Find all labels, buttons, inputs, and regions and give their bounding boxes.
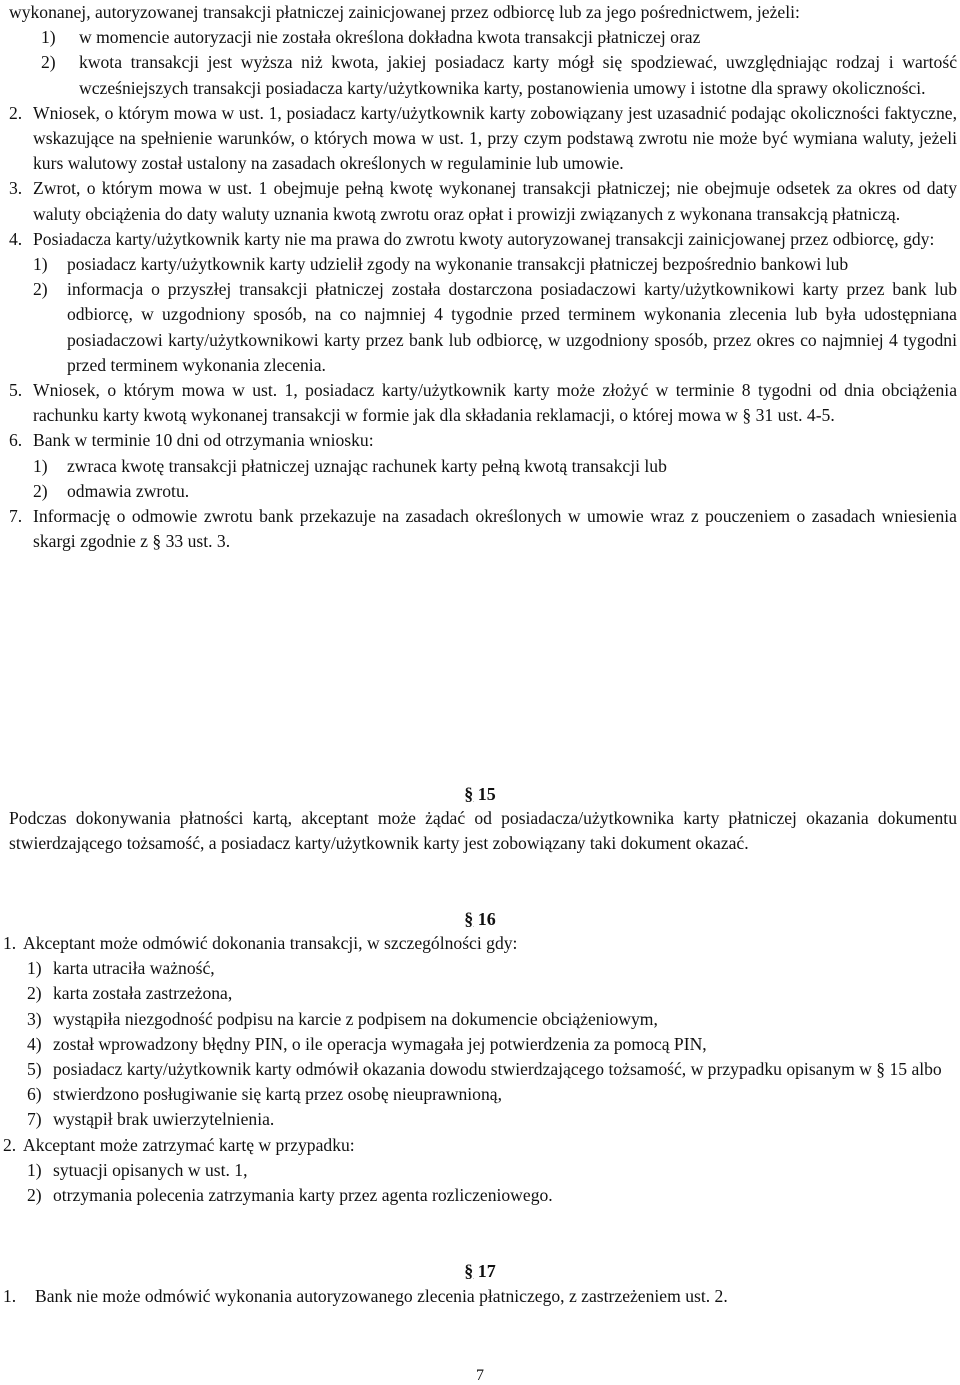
list-item-text: posiadacz karty/użytkownik karty odmówił okazania dowodu stwierdzającego tożsamość, w przypadku opisanym w § 15 albo — [53, 1059, 942, 1080]
continued-list — [41, 25, 957, 101]
paragraph-text: Informację o odmowie zwrotu bank przekazuje na zasadach określonych w umowie wraz z pouczeniem o zasadach wniesienia skargi zgodnie z § 33 ust. 3. — [33, 506, 957, 552]
list-item-text: w momencie autoryzacji nie została określona dokładna kwota transakcji płatniczej oraz — [79, 27, 701, 48]
list-item-number: 2) — [27, 1185, 42, 1206]
list-item-text: odmawia zwrotu. — [67, 480, 190, 501]
paragraph-number: 4. — [9, 228, 23, 249]
list-item-text: stwierdzono posługiwanie się kartą przez osobę nieuprawnioną, — [53, 1084, 502, 1105]
section-number: 17 — [477, 1261, 496, 1281]
paragraph-text: Wniosek, o którym mowa w ust. 1, posiadacz karty/użytkownik karty może złożyć w terminie 8 tygodni od dnia obciążenia rachunku karty kwotą wykonanej transakcji w formie jak dla składania reklamacji, o której mowa w § 31 ust. 4-5. — [33, 380, 957, 426]
list-item — [33, 454, 957, 479]
list-item — [27, 956, 957, 981]
list-item-number: 7) — [27, 1109, 42, 1130]
list-item-number: 2) — [33, 480, 48, 501]
continued-paragraph-intro: wykonanej, autoryzowanej transakcji płatniczej zainicjowanej przez odbiorcę lub za jego pośrednictwem, jeżeli: — [9, 2, 800, 22]
paragraph-number: 2. — [9, 102, 23, 123]
list-item — [27, 981, 957, 1006]
list-item-text: kwota transakcji jest wyższa niż kwota, jakiej posiadacz karty mógł się spodziewać, uwzględniając rodzaj i wartość wcześniejszych transakcji posiadacza karty/użytkownika karty, postanowienia umowy i istotne dla sprawy okoliczności. — [79, 52, 957, 98]
paragraph-text: Zwrot, o którym mowa w ust. 1 obejmuje pełną kwotę wykonanej transakcji płatniczej; nie obejmuje odsetek za okres od daty waluty obciążenia do daty waluty uznania kwotą zwrotu oraz opłat i prowizji związanych z wykonana transakcją płatniczą. — [33, 178, 957, 224]
section-heading-17 — [0, 1259, 960, 1284]
paragraph-1-list — [27, 956, 957, 1132]
list-item-text: wystąpił brak uwierzytelnienia. — [53, 1109, 275, 1130]
list-item-text: sytuacji opisanych w ust. 1, — [53, 1159, 248, 1180]
list-item-number: 1) — [27, 958, 42, 979]
paragraph-2 — [3, 1133, 957, 1158]
section-number: 15 — [477, 784, 496, 804]
list-item-number: 1) — [33, 455, 48, 476]
paragraph-number: 1. — [3, 1286, 17, 1306]
paragraph-4 — [9, 227, 957, 378]
page-number: 7 — [476, 1367, 484, 1384]
paragraph-text: Posiadacza karty/użytkownik karty nie ma prawa do zwrotu kwoty autoryzowanej transakcji zainicjowanej przez odbiorcę, gdy: — [33, 228, 935, 249]
list-item-number: 6) — [27, 1084, 42, 1105]
paragraph-2-list — [27, 1158, 957, 1208]
list-item — [27, 1007, 957, 1032]
paragraph-text: Wniosek, o którym mowa w ust. 1, posiadacz karty/użytkownik karty zobowiązany jest uzasadnić podając okoliczności faktyczne, wskazujące na spełnienie warunków, o których mowa w ust. 1, przy czym podstawą zwrotu nie może być wymiana waluty, jeżeli kurs walutowy został ustalony na zasadach określonych w regulaminie lub umowie. — [33, 102, 957, 174]
list-item — [27, 1183, 957, 1208]
section-sign: § — [464, 909, 474, 929]
section-number: 16 — [477, 909, 496, 929]
list-item — [33, 252, 957, 277]
list-item-number: 1) — [27, 1159, 42, 1180]
list-item — [33, 479, 957, 504]
paragraph-text: Bank w terminie 10 dni od otrzymania wniosku: — [33, 430, 374, 451]
section-heading-16 — [0, 907, 960, 932]
list-item-text: karta została zastrzeżona, — [53, 983, 233, 1004]
paragraph-number: 1. — [3, 933, 17, 953]
list-item — [27, 1107, 957, 1132]
list-item — [27, 1032, 957, 1057]
list-item-text: otrzymania polecenia zatrzymania karty przez agenta rozliczeniowego. — [53, 1185, 553, 1206]
list-item-number: 1) — [41, 27, 56, 48]
list-item-number: 5) — [27, 1059, 42, 1080]
list-item — [27, 1082, 957, 1107]
section-16-body — [3, 931, 957, 1208]
continued-paragraph — [9, 0, 957, 554]
list-item-text: zwraca kwotę transakcji płatniczej uznając rachunek karty pełną kwotą transakcji lub — [67, 455, 667, 476]
section-15-text: Podczas dokonywania płatności kartą, akceptant może żądać od posiadacza/użytkownika karty płatniczej okazania dokumentu stwierdzającego tożsamość, a posiadacz karty/użytkownik karty jest zobowiązany taki dokument okazać. — [9, 808, 957, 854]
list-item — [33, 277, 957, 378]
list-item — [41, 25, 957, 50]
paragraph-6 — [9, 428, 957, 504]
list-item-number: 2) — [41, 52, 56, 73]
paragraph-text: Akceptant może odmówić dokonania transakcji, w szczególności gdy: — [23, 933, 518, 953]
list-item-number: 2) — [33, 279, 48, 300]
list-item — [41, 50, 957, 100]
list-item-text: został wprowadzony błędny PIN, o ile operacja wymagała jej potwierdzenia za pomocą PIN, — [53, 1033, 707, 1054]
list-item-text: posiadacz karty/użytkownik karty udzielił zgody na wykonanie transakcji płatniczej bezpośrednio bankowi lub — [67, 254, 849, 275]
list-item — [27, 1158, 957, 1183]
paragraph-number: 6. — [9, 430, 23, 451]
list-item-text: informacja o przyszłej transakcji płatniczej została dostarczona posiadaczowi karty/użytkownikowi karty przez bank lub odbiorcę, w uzgodniony sposób, na co najmniej 4 tygodnie przed terminem wykonania zlecenia lub była udostępniana posiadaczowi karty/użytkownikowi karty przez bank lub odbiorcę, w uzgodniony sposób, przez okres co najmniej 4 tygodni przed terminem wykonania zlecenia. — [67, 279, 957, 375]
paragraph-number: 7. — [9, 506, 23, 527]
paragraph-2 — [9, 101, 957, 177]
list-item-text: wystąpiła niezgodność podpisu na karcie z podpisem na dokumencie obciążeniowym, — [53, 1008, 658, 1029]
section-17-body — [3, 1284, 957, 1309]
paragraph-number: 3. — [9, 178, 23, 199]
paragraph-7 — [9, 504, 957, 554]
list-item-number: 3) — [27, 1008, 42, 1029]
paragraph-1 — [3, 931, 957, 956]
section-heading-15 — [0, 782, 960, 807]
list-item-number: 2) — [27, 983, 42, 1004]
section-sign: § — [464, 1261, 474, 1281]
paragraph-number: 2. — [3, 1134, 17, 1155]
list-item-number: 1) — [33, 254, 48, 275]
paragraph-1 — [3, 1284, 957, 1309]
list-item-text: karta utraciła ważność, — [53, 958, 215, 979]
list-item-number: 4) — [27, 1033, 42, 1054]
paragraph-number: 5. — [9, 380, 23, 401]
paragraph-3 — [9, 176, 957, 226]
paragraph-text: Bank nie może odmówić wykonania autoryzowanego zlecenia płatniczego, z zastrzeżeniem ust. 2. — [35, 1286, 728, 1306]
paragraph-text: Akceptant może zatrzymać kartę w przypadku: — [23, 1134, 355, 1155]
paragraph-5 — [9, 378, 957, 428]
section-sign: § — [464, 784, 474, 804]
list-item — [27, 1057, 957, 1082]
